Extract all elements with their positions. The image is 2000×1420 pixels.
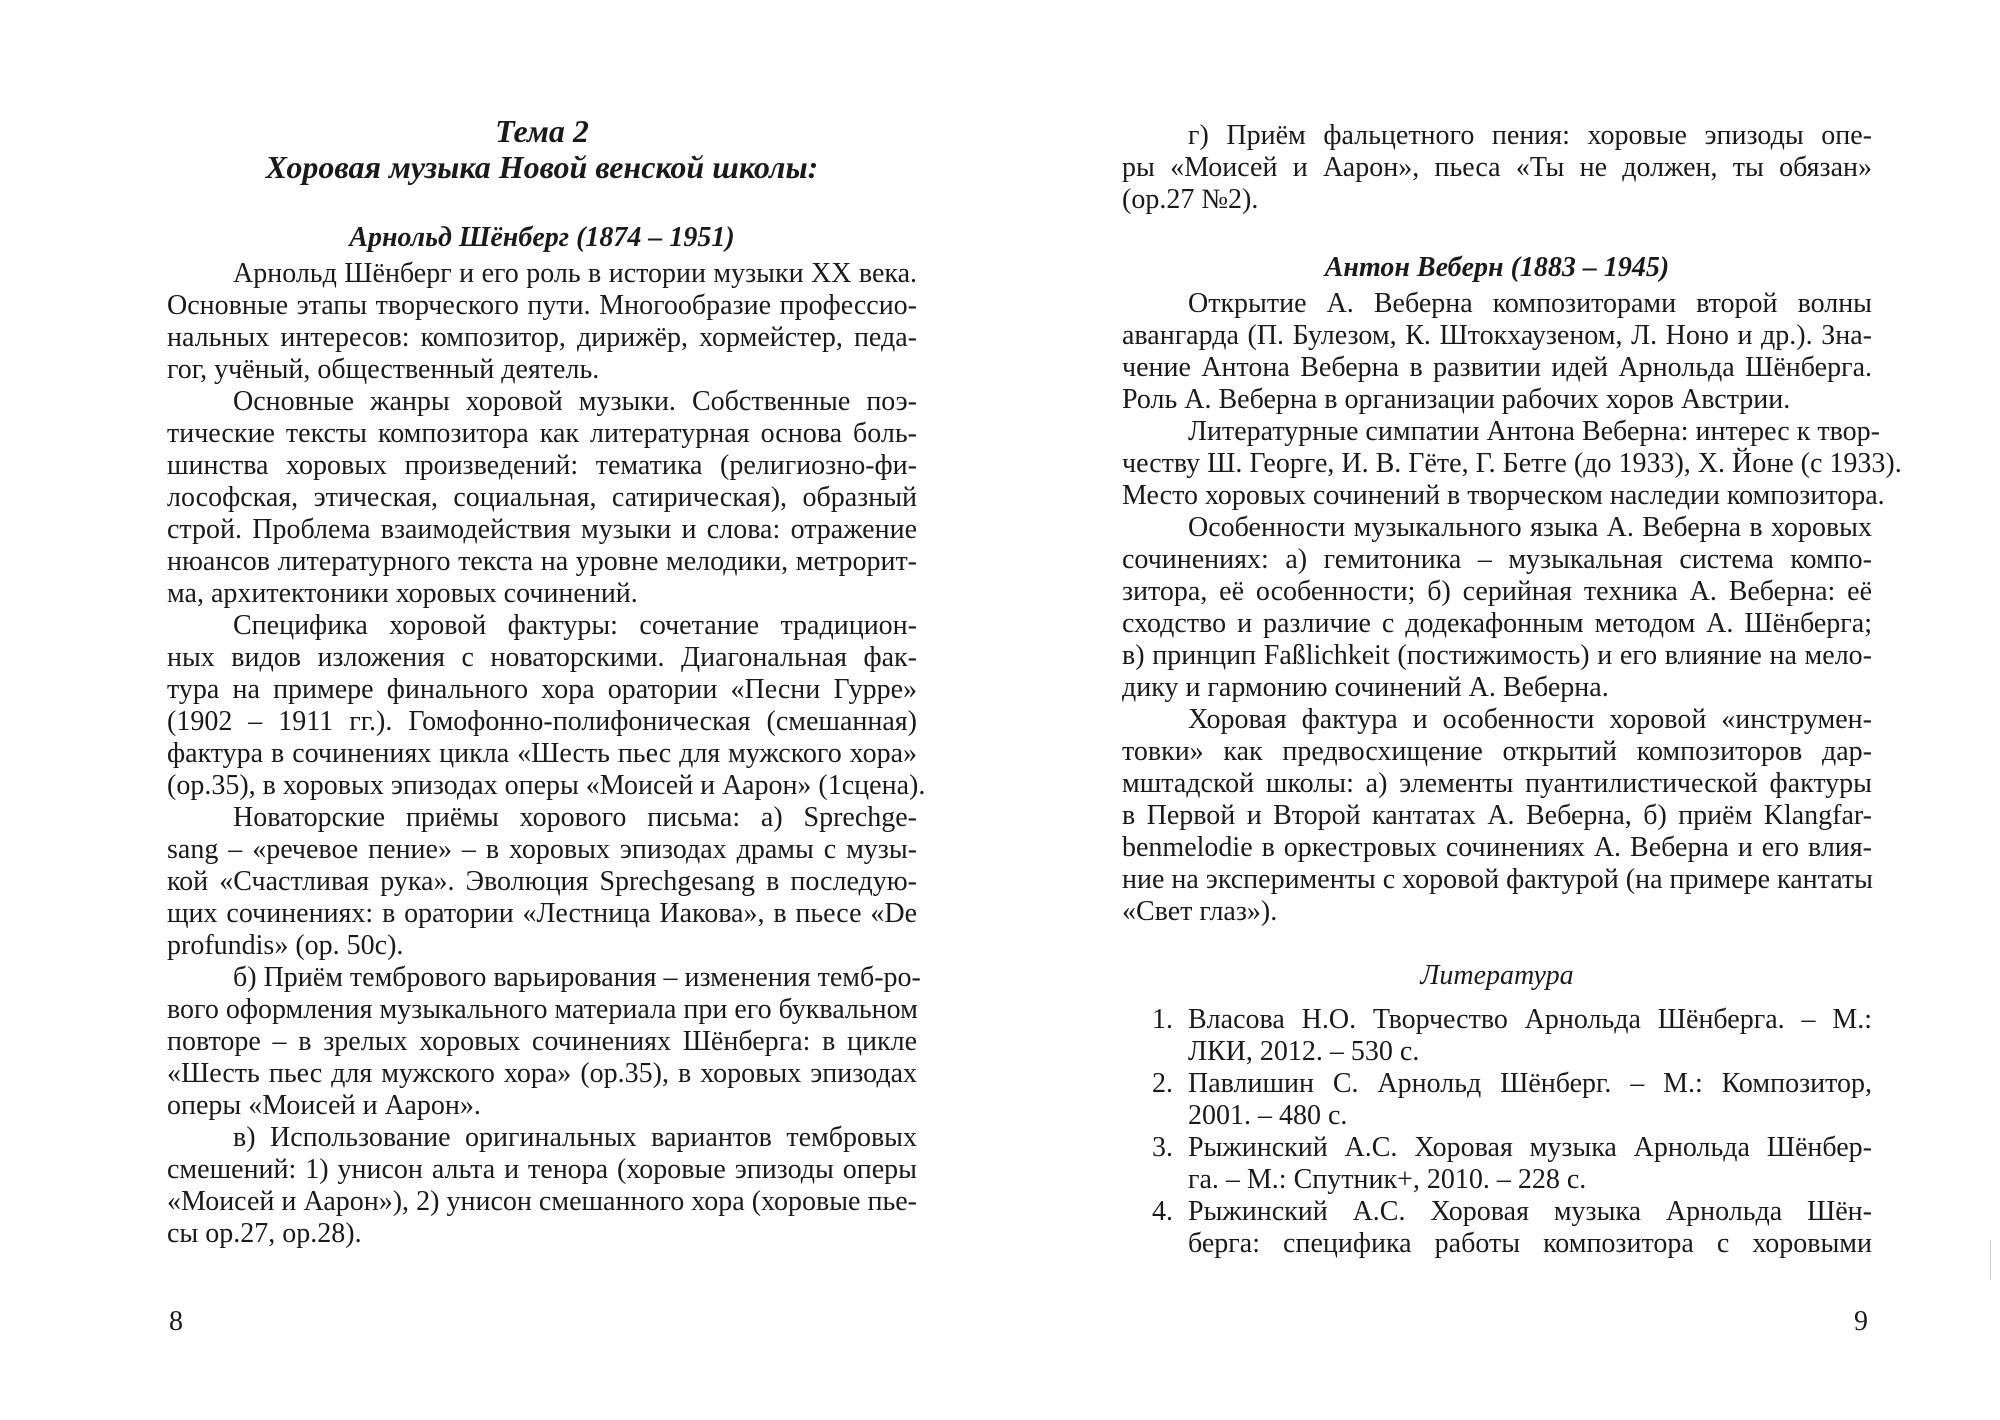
text-line: вого оформления музыкального материала при его буквальном (167, 994, 918, 1025)
page-edge-mark (1990, 1240, 1991, 1280)
text-line: дику и гармонию сочинений А. Веберна. (1122, 672, 1609, 703)
text-line: ных видов изложения с новаторскими. Диагональная фак- (167, 642, 917, 673)
text-line: «Шесть пьес для мужского хора» (ор.35), в хоровых эпизодах (167, 1058, 917, 1089)
text-line: лософская, этическая, социальная, сатирическая), образный (167, 482, 917, 513)
text-line: «Свет глаз»). (1122, 896, 1278, 927)
text-line: в) Использование оригинальных вариантов тембровых (233, 1122, 917, 1153)
page-number-right: 9 (1854, 1306, 1868, 1337)
text-line: ние на эксперименты с хоровой фактурой (на примере кантаты (1122, 864, 1873, 895)
text-line: (ор.35), в хоровых эпизодах оперы «Моисей и Аарон» (1сцена). (167, 770, 926, 801)
text-line: сы ор.27, ор.28). (167, 1218, 362, 1249)
text-line: в Первой и Второй кантатах А. Веберна, б) приём Klangfar- (1122, 800, 1872, 831)
text-line: мштадской школы: а) элементы пуантилистической фактуры (1122, 768, 1872, 799)
reference-line: берга: специфика работы композитора с хоровыми (1188, 1228, 1872, 1259)
reference-line: Павлишин С. Арнольд Шёнберг. – М.: Композитор, (1188, 1068, 1872, 1099)
text-line: sang – «речевое пение» – в хоровых эпизодах драмы с музы- (167, 834, 917, 865)
section-heading-webern: Антон Веберн (1883 – 1945) (1324, 252, 1670, 283)
text-line: сходство и различие с додекафонным методом А. Шёнберга; (1122, 608, 1872, 639)
text-line: честву Ш. Георге, И. В. Гёте, Г. Бетге (до 1933), Х. Йоне (с 1933). (1122, 448, 1902, 479)
text-line: фактура в сочинениях цикла «Шесть пьес для мужского хора» (167, 738, 917, 769)
text-line: щих сочинениях: в оратории «Лестница Иакова», в пьесе «De (167, 898, 917, 929)
text-line: нюансов литературного текста на уровне мелодики, метрорит- (167, 546, 917, 577)
text-line: profundis» (ор. 50с). (167, 930, 404, 961)
text-line: строй. Проблема взаимодействия музыки и слова: отражение (167, 514, 917, 545)
topic-title: Хоровая музыка Новой венской школы: (265, 149, 819, 185)
topic-label: Тема 2 (495, 113, 589, 149)
reference-number: 2. (1152, 1068, 1173, 1099)
literature-heading: Литература (1420, 960, 1574, 991)
reference-line: Власова Н.О. Творчество Арнольда Шёнберга. – М.: (1188, 1004, 1872, 1035)
text-line: нальных интересов: композитор, дирижёр, хормейстер, педа- (167, 322, 917, 353)
text-line: Специфика хоровой фактуры: сочетание традицион- (233, 610, 917, 641)
text-line: ма, архитектоники хоровых сочинений. (167, 578, 638, 609)
text-line: кой «Счастливая рука». Эволюция Sprechgesang в последую- (167, 866, 917, 897)
reference-line: Рыжинский А.С. Хоровая музыка Арнольда Шёнбер- (1188, 1132, 1872, 1163)
reference-number: 4. (1152, 1196, 1173, 1227)
text-line: Роль А. Веберна в организации рабочих хоров Австрии. (1122, 384, 1791, 415)
text-line: Особенности музыкального языка А. Веберна в хоровых (1188, 512, 1872, 543)
text-line: Хоровая фактура и особенности хоровой «инструмен- (1188, 704, 1872, 735)
text-line: тура на примере финального хора оратории «Песни Гурре» (167, 674, 917, 705)
text-line: Основные жанры хоровой музыки. Собственные поэ- (233, 386, 917, 417)
text-line: сочинениях: а) гемитоника – музыкальная система компо- (1122, 544, 1872, 575)
text-line: г) Приём фальцетного пения: хоровые эпизоды опе- (1188, 120, 1872, 151)
text-line: ры «Моисей и Аарон», пьеса «Ты не должен, ты обязан» (1122, 152, 1872, 183)
text-line: Новаторские приёмы хорового письма: а) Sprechge- (233, 802, 917, 833)
section-heading-schoenberg: Арнольд Шёнберг (1874 – 1951) (349, 222, 735, 253)
text-line: benmelodie в оркестровых сочинениях А. Веберна и его влия- (1122, 832, 1872, 863)
text-line: Открытие А. Веберна композиторами второй волны (1188, 288, 1872, 319)
text-line: оперы «Моисей и Аарон». (167, 1090, 481, 1121)
text-line: шинства хоровых произведений: тематика (религиозно-фи- (167, 450, 917, 481)
reference-number: 1. (1152, 1004, 1173, 1035)
text-line: повторе – в зрелых хоровых сочинениях Шёнберга: в цикле (167, 1026, 917, 1057)
text-line: Основные этапы творческого пути. Многообразие профессио- (167, 290, 917, 321)
page-number-left: 8 (169, 1306, 183, 1337)
text-line: товки» как предвосхищение открытий композиторов дар- (1122, 736, 1872, 767)
right-page (1122, 0, 1902, 1420)
text-line: гог, учёный, общественный деятель. (167, 354, 600, 385)
text-line: чение Антона Веберна в развитии идей Арнольда Шёнберга. (1122, 352, 1872, 383)
text-line: смешений: 1) унисон альта и тенора (хоровые эпизоды оперы (167, 1154, 917, 1185)
text-line: зитора, её особенности; б) серийная техника А. Веберна: её (1122, 576, 1872, 607)
reference-number: 3. (1152, 1132, 1173, 1163)
text-line: б) Приём тембрового варьирования – изменения темб-ро- (233, 962, 921, 993)
text-line: в) принцип Faßlichkeit (постижимость) и его влияние на мело- (1122, 640, 1872, 671)
text-line: Литературные симпатии Антона Веберна: интерес к твор- (1188, 416, 1880, 447)
reference-line: 2001. – 480 с. (1188, 1100, 1348, 1131)
text-line: Арнольд Шёнберг и его роль в истории музыки XX века. (233, 258, 917, 289)
text-line: (1902 – 1911 гг.). Гомофонно-полифоническая (смешанная) (167, 706, 917, 737)
reference-line: ЛКИ, 2012. – 530 с. (1188, 1036, 1420, 1067)
reference-line: Рыжинский А.С. Хоровая музыка Арнольда Шён- (1188, 1196, 1872, 1227)
text-line: Место хоровых сочинений в творческом наследии композитора. (1122, 480, 1885, 511)
text-line: (ор.27 №2). (1122, 184, 1259, 215)
text-line: авангарда (П. Булезом, К. Штокхаузеном, Л. Ноно и др.). Зна- (1122, 320, 1872, 351)
reference-line: га. – М.: Спутник+, 2010. – 228 с. (1188, 1164, 1587, 1195)
text-line: тические тексты композитора как литературная основа боль- (167, 418, 917, 449)
text-line: «Моисей и Аарон»), 2) унисон смешанного хора (хоровые пье- (167, 1186, 917, 1217)
left-page (167, 0, 926, 1420)
